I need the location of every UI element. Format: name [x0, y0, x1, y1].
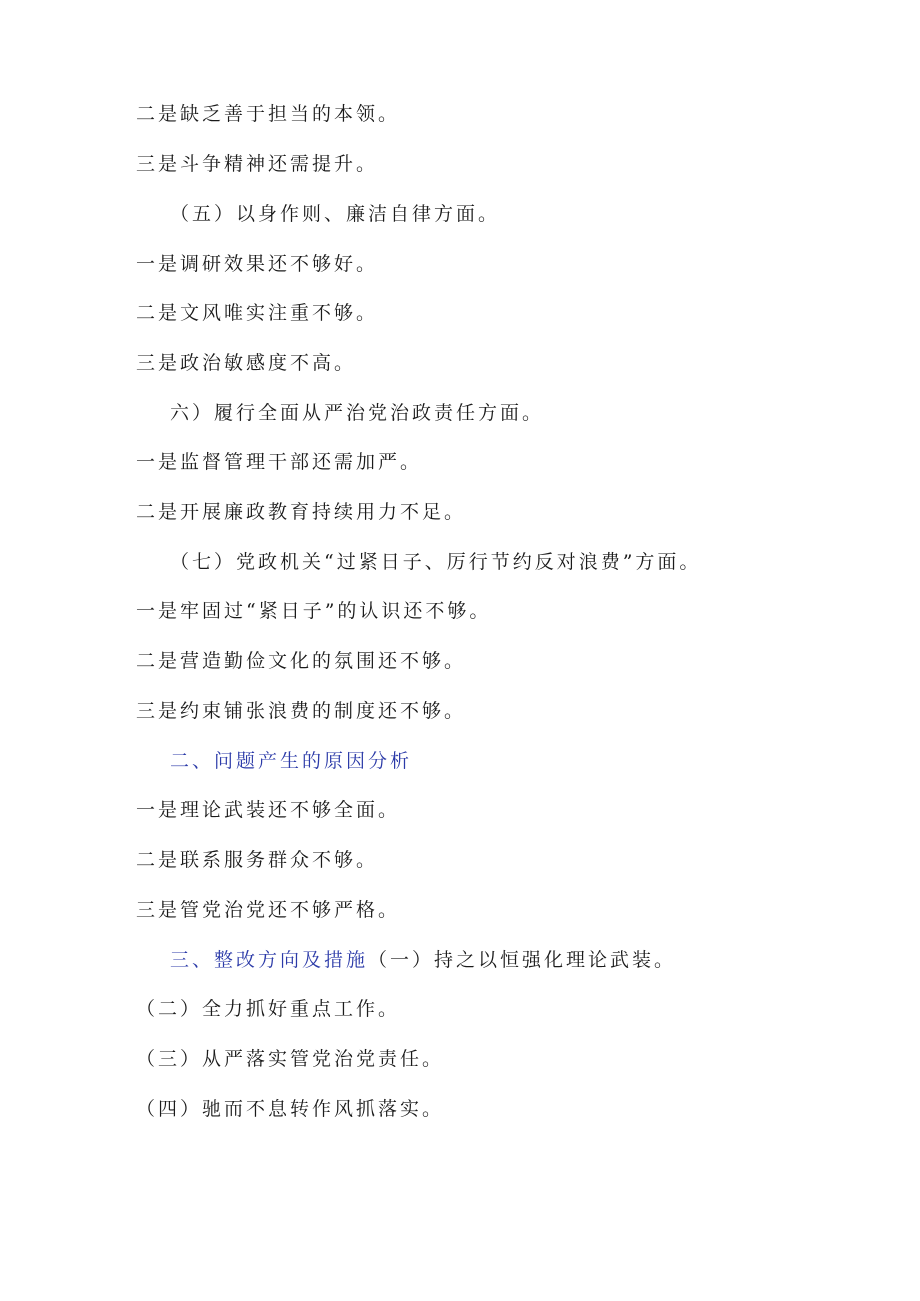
text-line: 三是约束铺张浪费的制度还不够。: [136, 700, 467, 722]
section-title: 六）履行全面从严治党治政责任方面。: [170, 402, 545, 424]
text-line: 一是监督管理干部还需加严。: [136, 451, 423, 473]
text-line: 二是开展廉政教育持续用力不足。: [136, 501, 467, 523]
text-line: 二是缺乏善于担当的本领。: [136, 103, 401, 125]
text-line: （二）全力抓好重点工作。: [136, 998, 401, 1020]
text-line: （三）从严落实管党治党责任。: [136, 1048, 445, 1070]
section-title: （五）以身作则、廉洁自律方面。: [170, 203, 501, 225]
text-line: 三是斗争精神还需提升。: [136, 153, 379, 175]
text-line: 三是政治敏感度不高。: [136, 352, 357, 374]
text-line: 一是调研效果还不够好。: [136, 253, 379, 275]
chapter-heading: 二、问题产生的原因分析: [170, 750, 413, 772]
text-line: 二是联系服务群众不够。: [136, 849, 379, 871]
chapter-heading: 三、整改方向及措施: [170, 949, 369, 971]
text-line: 二是文风唯实注重不够。: [136, 302, 379, 324]
text-line: 一是牢固过“紧日子”的认识还不够。: [136, 600, 492, 622]
text-line: 三是管党治党还不够严格。: [136, 899, 401, 921]
text-line: （一）持之以恒强化理论武装。: [368, 949, 677, 971]
section-title: （七）党政机关“过紧日子、厉行节约反对浪费”方面。: [170, 551, 702, 573]
chapter-heading-line: [170, 947, 676, 973]
text-line: 二是营造勤俭文化的氛围还不够。: [136, 650, 467, 672]
text-line: （四）驰而不息转作风抓落实。: [136, 1098, 445, 1120]
text-line: 一是理论武装还不够全面。: [136, 799, 401, 821]
